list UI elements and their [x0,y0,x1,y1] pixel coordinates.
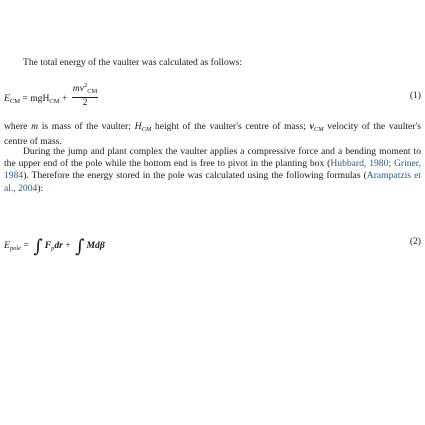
eq1-energy-symbol: E [4,93,10,105]
intro-text: The total energy of the vaulter was calculated as follows: [23,57,243,68]
eq1-mv-exponent: 2 [83,82,88,89]
para2-text-1: During the jump and plant complex the vaulter applies a compressive force and a bending moment to the upper end of the pole while the bottom end is free to pivot in the planting box ( [4,146,421,170]
where-clause [4,121,421,148]
eq2-energy-subscript: pole [9,245,22,252]
paragraph-pole-energy [4,146,421,195]
eq2-plus: + [65,240,71,251]
eq1-potential-term: = mgH [22,93,50,105]
eq2-equals: = [23,240,29,251]
equation-2-number: (2) [409,236,421,247]
eq2-dr: dr [54,240,63,251]
eq1-plus: + [61,93,68,105]
eq1-energy-subscript: CM [9,98,20,106]
eq2-integral-1: ∫ [33,236,43,257]
eq1-mv-subscript: CM [87,88,98,95]
eq1-kinetic-fraction [72,81,99,108]
where-word: where [4,121,28,132]
eq2-energy-symbol: E [4,240,10,251]
where-h-desc: height of the vaulter's centre of mass; [154,121,306,132]
where-m-symbol: m [31,121,39,132]
equation-2 [4,232,421,256]
para2-text-2: ). Therefore the energy stored in the pole was calculated using the following formulas ( [23,170,367,182]
equation-1-body [4,82,100,108]
where-m-desc: is mass of the vaulter; [41,121,131,132]
eq2-integral-2: ∫ [75,236,85,257]
eq1-fraction-numerator [72,81,99,98]
eq1-fraction-denominator: 2 [82,97,88,108]
equation-2-body [4,236,105,257]
where-h-symbol: H [134,121,142,132]
eq2-force-symbol: F [44,240,52,251]
where-h-subscript: CM [141,126,152,133]
where-v-subscript: CM [313,126,324,133]
eq2-dbeta: dβ [95,240,105,251]
eq2-force-subscript: p [51,245,55,252]
where-v-symbol: v [309,121,314,132]
where-v-desc: velocity of the vaulter's centre of mass. [4,121,421,148]
eq2-moment-symbol: M [86,240,96,251]
para2-text-3: ): [37,182,44,194]
eq1-height-subscript: CM [49,98,60,106]
citation-hubbard-griner[interactable]: Hubbard, 1980; Griner, 1984 [4,158,422,182]
equation-1-number: (1) [409,90,421,101]
equation-1 [4,83,421,109]
eq1-mv: mv [72,83,84,94]
citation-arampatzis[interactable]: Arampatzis et al., 2004 [4,170,421,194]
